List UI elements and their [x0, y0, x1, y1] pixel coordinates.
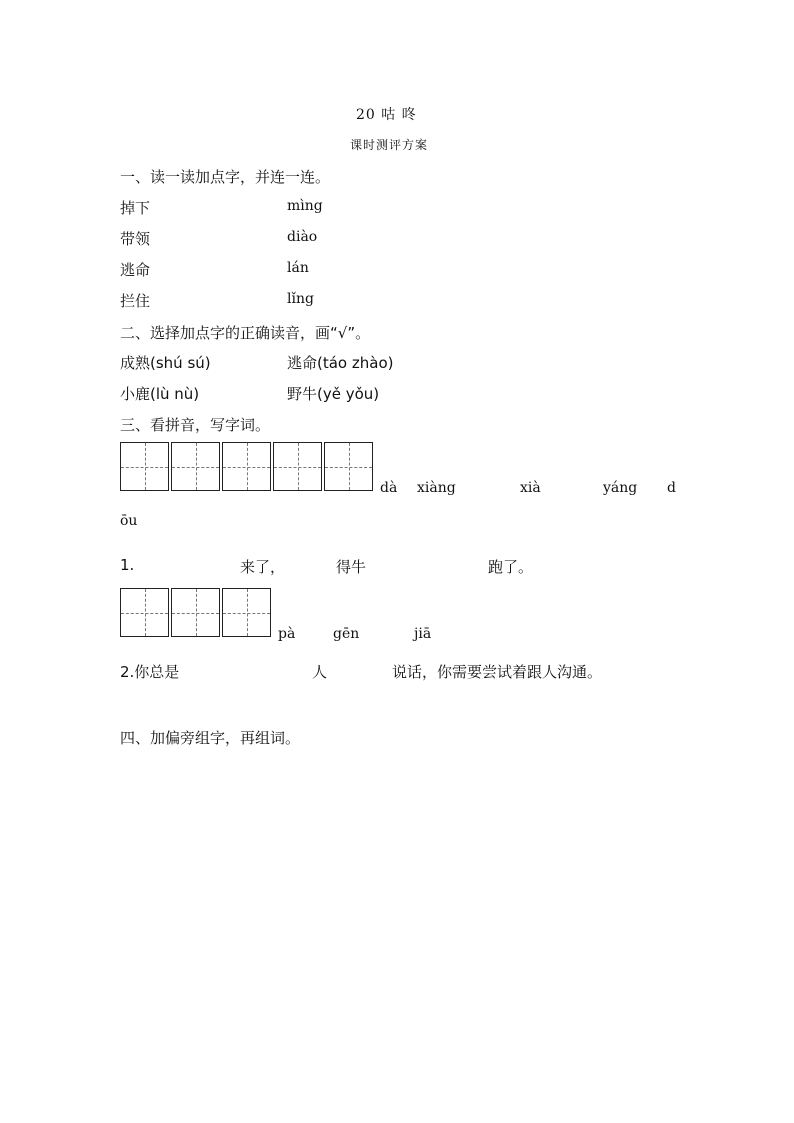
section-3-heading: 三、看拼音，写字词。	[120, 416, 271, 434]
word-item: 带领	[120, 230, 151, 248]
pinyin-item: mìng	[287, 198, 323, 214]
writing-cell[interactable]	[120, 442, 169, 491]
page-subtitle: 课时测评方案	[350, 138, 429, 152]
writing-grid-row-1	[120, 442, 373, 491]
section-2-heading: 二、选择加点字的正确读音，画“√”。	[120, 324, 371, 342]
writing-cell[interactable]	[120, 588, 169, 637]
pinyin-prompt: xiàng	[417, 480, 456, 496]
pinyin-prompt: jiā	[414, 626, 432, 642]
sentence-1-part: 来了，	[240, 558, 286, 576]
choice-item: 小鹿(lù nù)	[120, 385, 200, 403]
pinyin-prompt: pà	[278, 626, 296, 642]
pinyin-prompt-wrap: ōu	[120, 513, 138, 529]
sentence-1-number: 1.	[120, 556, 135, 574]
writing-cell[interactable]	[324, 442, 373, 491]
sentence-2-part: 说话，你需要尝试着跟人沟通。	[392, 663, 603, 681]
word-item: 拦住	[120, 292, 151, 310]
sentence-2-number: 2.你总是	[120, 663, 180, 681]
choice-item: 成熟(shú sú)	[120, 354, 211, 372]
pinyin-item: lǐng	[287, 291, 314, 307]
section-1-heading: 一、读一读加点字，并连一连。	[120, 168, 331, 186]
sentence-1-part: 跑了。	[488, 558, 534, 576]
word-item: 掉下	[120, 199, 151, 217]
word-item: 逃命	[120, 261, 151, 279]
pinyin-prompt: dà	[380, 480, 398, 496]
writing-cell[interactable]	[273, 442, 322, 491]
sentence-2-part: 人	[312, 663, 328, 681]
section-4-heading: 四、加偏旁组字，再组词。	[120, 729, 301, 747]
writing-grid-row-2	[120, 588, 271, 637]
writing-cell[interactable]	[171, 588, 220, 637]
pinyin-item: lán	[287, 260, 309, 276]
choice-item: 野牛(yě yǒu)	[287, 385, 380, 403]
sentence-1-part: 得牛	[336, 558, 367, 576]
pinyin-prompt: yáng	[603, 480, 638, 496]
pinyin-prompt: gēn	[333, 626, 360, 642]
pinyin-prompt: d	[667, 480, 676, 496]
choice-item: 逃命(táo zhào)	[287, 354, 394, 372]
writing-cell[interactable]	[171, 442, 220, 491]
page-title: 20 咕 咚	[356, 107, 417, 123]
pinyin-item: diào	[287, 229, 318, 245]
writing-cell[interactable]	[222, 442, 271, 491]
pinyin-prompt: xià	[520, 480, 541, 496]
writing-cell[interactable]	[222, 588, 271, 637]
